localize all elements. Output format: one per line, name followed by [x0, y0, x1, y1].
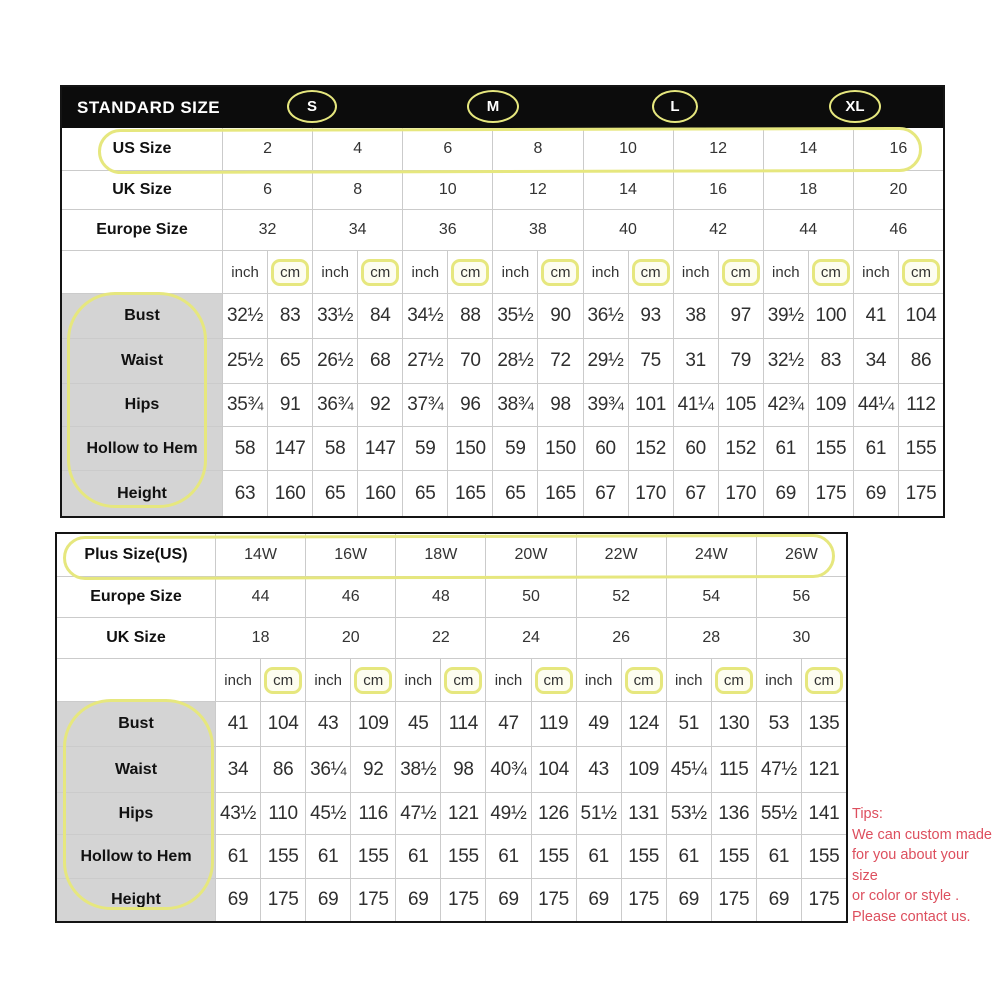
- measure-value-cell: 97: [718, 294, 763, 338]
- measure-value-cell: 44¼: [853, 384, 898, 426]
- measure-value-cell: 69: [853, 471, 898, 516]
- size-value-cell: 46: [853, 210, 943, 250]
- measure-value-cell: 69: [666, 879, 711, 921]
- cm-unit-cell: [350, 659, 395, 701]
- measure-value-cell: 51½: [576, 793, 621, 834]
- measure-value-cell: 86: [260, 747, 305, 792]
- cm-highlight-box: cm: [805, 667, 843, 694]
- size-row-label: US Size: [112, 140, 172, 157]
- measure-value-cell: 131: [621, 793, 666, 834]
- measure-value-cell: 105: [718, 384, 763, 426]
- measure-value-cell: 109: [621, 747, 666, 792]
- inch-unit-label: inch: [222, 251, 267, 293]
- measure-value-cell: 67: [583, 471, 628, 516]
- measure-row-label: Hollow to Hem: [62, 427, 222, 470]
- measure-value-cell: 63: [222, 471, 267, 516]
- cm-highlight-box: cm: [451, 259, 489, 286]
- size-value-cell: 20: [853, 171, 943, 209]
- inch-unit-label: inch: [485, 659, 530, 701]
- size-value-cell: 18: [215, 618, 305, 658]
- size-value-cell: 34: [312, 210, 402, 250]
- measure-value-cell: 45: [395, 702, 440, 746]
- measure-value-cell: 152: [718, 427, 763, 470]
- measure-row-label: Hollow to Hem: [57, 835, 215, 878]
- size-value-cell: 12: [673, 128, 763, 170]
- measure-value-cell: 68: [357, 339, 402, 383]
- inch-unit-label: inch: [666, 659, 711, 701]
- size-value-cell: 26: [576, 618, 666, 658]
- measure-value-cell: 175: [801, 879, 846, 921]
- size-row-label: UK Size: [112, 181, 172, 198]
- measure-value-cell: 130: [711, 702, 756, 746]
- measure-value-cell: 84: [357, 294, 402, 338]
- size-row: [62, 128, 943, 170]
- size-row-label: Europe Size: [90, 588, 182, 605]
- inch-unit-label: inch: [756, 659, 801, 701]
- measure-value-cell: 170: [718, 471, 763, 516]
- measure-row-label: Waist: [62, 339, 222, 383]
- measure-value-cell: 69: [576, 879, 621, 921]
- measure-value-cell: 88: [447, 294, 492, 338]
- measure-value-cell: 116: [350, 793, 395, 834]
- measure-row: [57, 792, 846, 834]
- measure-value-cell: 175: [621, 879, 666, 921]
- measure-value-cell: 35¾: [222, 384, 267, 426]
- measure-value-cell: 155: [801, 835, 846, 878]
- cm-unit-cell: [440, 659, 485, 701]
- size-value-cell: 6: [222, 171, 312, 209]
- measure-value-cell: 61: [756, 835, 801, 878]
- measure-value-cell: 155: [440, 835, 485, 878]
- measure-value-cell: 61: [763, 427, 808, 470]
- measure-value-cell: 83: [808, 339, 853, 383]
- size-value-cell: 14: [763, 128, 853, 170]
- cm-highlight-box: cm: [722, 259, 760, 286]
- size-group-m-label: M: [486, 98, 500, 115]
- size-group-l-highlight-oval: [652, 90, 698, 123]
- cm-unit-cell: [260, 659, 305, 701]
- size-value-cell: 22: [395, 618, 485, 658]
- measure-value-cell: 59: [492, 427, 537, 470]
- size-value-cell: 24W: [666, 534, 756, 576]
- measure-row: [62, 383, 943, 426]
- measure-row: [57, 834, 846, 878]
- measure-value-cell: 75: [628, 339, 673, 383]
- measure-value-cell: 150: [537, 427, 582, 470]
- measure-value-cell: 152: [628, 427, 673, 470]
- measure-value-cell: 43: [305, 702, 350, 746]
- measure-row-label: Bust: [62, 294, 222, 338]
- size-value-cell: 14W: [215, 534, 305, 576]
- cm-highlight-box: cm: [812, 259, 850, 286]
- measure-value-cell: 34½: [402, 294, 447, 338]
- size-row: [57, 576, 846, 617]
- measure-value-cell: 47½: [756, 747, 801, 792]
- measure-value-cell: 70: [447, 339, 492, 383]
- size-value-cell: 10: [583, 128, 673, 170]
- size-value-cell: 32: [222, 210, 312, 250]
- measure-value-cell: 101: [628, 384, 673, 426]
- measure-row: [62, 470, 943, 516]
- cm-highlight-box: cm: [632, 259, 670, 286]
- measure-row: [62, 426, 943, 470]
- measure-value-cell: 67: [673, 471, 718, 516]
- size-row-label: UK Size: [106, 629, 166, 646]
- standard-size-title: STANDARD SIZE: [77, 97, 221, 117]
- measure-value-cell: 61: [853, 427, 898, 470]
- inch-unit-label: inch: [395, 659, 440, 701]
- size-value-cell: 4: [312, 128, 402, 170]
- size-group-s-highlight-oval: [287, 90, 337, 123]
- measure-value-cell: 69: [763, 471, 808, 516]
- measure-value-cell: 38: [673, 294, 718, 338]
- measure-value-cell: 79: [718, 339, 763, 383]
- cm-highlight-box: cm: [264, 667, 302, 694]
- measure-value-cell: 104: [260, 702, 305, 746]
- measure-value-cell: 60: [583, 427, 628, 470]
- size-value-cell: 42: [673, 210, 763, 250]
- measure-value-cell: 160: [267, 471, 312, 516]
- measure-value-cell: 45½: [305, 793, 350, 834]
- cm-highlight-box: cm: [902, 259, 940, 286]
- measure-value-cell: 69: [395, 879, 440, 921]
- unit-row-empty-label: [62, 251, 222, 293]
- measure-value-cell: 53: [756, 702, 801, 746]
- measure-value-cell: 69: [756, 879, 801, 921]
- size-value-cell: 16: [673, 171, 763, 209]
- cm-highlight-box: cm: [541, 259, 579, 286]
- measure-value-cell: 49½: [485, 793, 530, 834]
- measure-value-cell: 69: [215, 879, 260, 921]
- cm-unit-cell: [531, 659, 576, 701]
- size-value-cell: 24: [485, 618, 575, 658]
- measure-value-cell: 65: [492, 471, 537, 516]
- measure-value-cell: 114: [440, 702, 485, 746]
- size-value-cell: 56: [756, 577, 846, 617]
- measure-value-cell: 65: [267, 339, 312, 383]
- inch-unit-label: inch: [576, 659, 621, 701]
- inch-unit-label: inch: [305, 659, 350, 701]
- size-value-cell: 16W: [305, 534, 395, 576]
- measure-value-cell: 104: [531, 747, 576, 792]
- measure-value-cell: 150: [447, 427, 492, 470]
- size-value-cell: 54: [666, 577, 756, 617]
- measure-value-cell: 59: [402, 427, 447, 470]
- tips-line-1: We can custom made: [852, 826, 992, 843]
- cm-highlight-box: cm: [354, 667, 392, 694]
- measure-value-cell: 92: [357, 384, 402, 426]
- size-value-cell: 26W: [756, 534, 846, 576]
- measure-value-cell: 83: [267, 294, 312, 338]
- measure-value-cell: 61: [395, 835, 440, 878]
- cm-unit-cell: [267, 251, 312, 293]
- measure-value-cell: 93: [628, 294, 673, 338]
- cm-highlight-box: cm: [535, 667, 573, 694]
- plus-table-grid: [57, 534, 846, 921]
- cm-highlight-box: cm: [625, 667, 663, 694]
- size-value-cell: 52: [576, 577, 666, 617]
- measure-row-label: Height: [62, 471, 222, 516]
- size-value-cell: 20W: [485, 534, 575, 576]
- measure-value-cell: 155: [621, 835, 666, 878]
- measure-value-cell: 109: [350, 702, 395, 746]
- measure-value-cell: 43: [576, 747, 621, 792]
- tips-note: [852, 804, 998, 927]
- size-value-cell: 8: [312, 171, 402, 209]
- measure-value-cell: 90: [537, 294, 582, 338]
- measure-value-cell: 121: [801, 747, 846, 792]
- measure-value-cell: 69: [305, 879, 350, 921]
- measure-value-cell: 61: [305, 835, 350, 878]
- measure-value-cell: 43½: [215, 793, 260, 834]
- size-row-label: Plus Size(US): [84, 546, 188, 563]
- cm-unit-cell: [718, 251, 763, 293]
- size-row: [62, 170, 943, 209]
- measure-value-cell: 96: [447, 384, 492, 426]
- inch-unit-label: inch: [853, 251, 898, 293]
- size-value-cell: 12: [492, 171, 582, 209]
- size-group-l-label: L: [670, 98, 680, 115]
- size-value-cell: 18: [763, 171, 853, 209]
- size-group-m-highlight-oval: [467, 90, 519, 123]
- measure-row: [57, 746, 846, 792]
- size-value-cell: 36: [402, 210, 492, 250]
- plus-size-table: [55, 532, 848, 923]
- inch-unit-label: inch: [312, 251, 357, 293]
- measure-value-cell: 42¾: [763, 384, 808, 426]
- measure-value-cell: 36¾: [312, 384, 357, 426]
- measure-value-cell: 38¾: [492, 384, 537, 426]
- measure-value-cell: 175: [808, 471, 853, 516]
- standard-table-grid: [62, 128, 943, 516]
- measure-value-cell: 147: [357, 427, 402, 470]
- measure-value-cell: 165: [537, 471, 582, 516]
- measure-value-cell: 175: [898, 471, 943, 516]
- size-value-cell: 44: [763, 210, 853, 250]
- measure-value-cell: 112: [898, 384, 943, 426]
- measure-value-cell: 86: [898, 339, 943, 383]
- measure-value-cell: 155: [898, 427, 943, 470]
- cm-highlight-box: cm: [715, 667, 753, 694]
- measure-value-cell: 58: [222, 427, 267, 470]
- size-value-cell: 10: [402, 171, 492, 209]
- measure-value-cell: 175: [711, 879, 756, 921]
- inch-unit-label: inch: [763, 251, 808, 293]
- measure-value-cell: 126: [531, 793, 576, 834]
- measure-value-cell: 38½: [395, 747, 440, 792]
- measure-value-cell: 155: [711, 835, 756, 878]
- measure-value-cell: 91: [267, 384, 312, 426]
- measure-value-cell: 61: [485, 835, 530, 878]
- measure-value-cell: 160: [357, 471, 402, 516]
- measure-value-cell: 29½: [583, 339, 628, 383]
- measure-value-cell: 37¾: [402, 384, 447, 426]
- inch-unit-label: inch: [492, 251, 537, 293]
- measure-value-cell: 65: [312, 471, 357, 516]
- size-value-cell: 50: [485, 577, 575, 617]
- size-row: [62, 209, 943, 250]
- size-value-cell: 8: [492, 128, 582, 170]
- unit-row: [57, 658, 846, 701]
- measure-value-cell: 92: [350, 747, 395, 792]
- measure-value-cell: 31: [673, 339, 718, 383]
- inch-unit-label: inch: [215, 659, 260, 701]
- measure-value-cell: 61: [576, 835, 621, 878]
- measure-row-label: Height: [57, 879, 215, 921]
- unit-row-empty-label: [57, 659, 215, 701]
- measure-value-cell: 47: [485, 702, 530, 746]
- measure-value-cell: 170: [628, 471, 673, 516]
- measure-value-cell: 49: [576, 702, 621, 746]
- measure-value-cell: 155: [350, 835, 395, 878]
- measure-value-cell: 135: [801, 702, 846, 746]
- measure-value-cell: 32½: [222, 294, 267, 338]
- size-value-cell: 16: [853, 128, 943, 170]
- measure-value-cell: 58: [312, 427, 357, 470]
- inch-unit-label: inch: [583, 251, 628, 293]
- inch-unit-label: inch: [402, 251, 447, 293]
- inch-unit-label: inch: [673, 251, 718, 293]
- measure-value-cell: 147: [267, 427, 312, 470]
- measure-value-cell: 55½: [756, 793, 801, 834]
- measure-value-cell: 45¼: [666, 747, 711, 792]
- measure-value-cell: 165: [447, 471, 492, 516]
- cm-unit-cell: [628, 251, 673, 293]
- measure-value-cell: 100: [808, 294, 853, 338]
- size-value-cell: 18W: [395, 534, 485, 576]
- measure-value-cell: 34: [853, 339, 898, 383]
- measure-value-cell: 104: [898, 294, 943, 338]
- measure-value-cell: 69: [485, 879, 530, 921]
- measure-value-cell: 40¾: [485, 747, 530, 792]
- cm-highlight-box: cm: [361, 259, 399, 286]
- measure-row: [57, 701, 846, 746]
- measure-row-label: Hips: [62, 384, 222, 426]
- measure-value-cell: 175: [440, 879, 485, 921]
- measure-value-cell: 72: [537, 339, 582, 383]
- unit-row: [62, 250, 943, 293]
- measure-value-cell: 36½: [583, 294, 628, 338]
- measure-row: [62, 293, 943, 338]
- measure-value-cell: 155: [531, 835, 576, 878]
- size-value-cell: 48: [395, 577, 485, 617]
- measure-value-cell: 35½: [492, 294, 537, 338]
- size-group-xl-highlight-oval: [829, 90, 881, 123]
- measure-value-cell: 32½: [763, 339, 808, 383]
- size-value-cell: 22W: [576, 534, 666, 576]
- measure-value-cell: 51: [666, 702, 711, 746]
- measure-value-cell: 175: [350, 879, 395, 921]
- cm-unit-cell: [537, 251, 582, 293]
- measure-value-cell: 141: [801, 793, 846, 834]
- size-value-cell: 38: [492, 210, 582, 250]
- measure-value-cell: 41¼: [673, 384, 718, 426]
- measure-value-cell: 155: [260, 835, 305, 878]
- size-group-s-label: S: [306, 98, 317, 115]
- size-value-cell: 2: [222, 128, 312, 170]
- measure-value-cell: 121: [440, 793, 485, 834]
- cm-unit-cell: [621, 659, 666, 701]
- measure-value-cell: 41: [853, 294, 898, 338]
- measure-value-cell: 36¼: [305, 747, 350, 792]
- measure-value-cell: 98: [440, 747, 485, 792]
- cm-unit-cell: [357, 251, 402, 293]
- measure-value-cell: 53½: [666, 793, 711, 834]
- cm-unit-cell: [711, 659, 756, 701]
- measure-value-cell: 28½: [492, 339, 537, 383]
- measure-value-cell: 27½: [402, 339, 447, 383]
- size-group-xl-label: XL: [845, 98, 865, 115]
- standard-size-table: [60, 85, 945, 518]
- measure-row-label: Bust: [57, 702, 215, 746]
- measure-value-cell: 136: [711, 793, 756, 834]
- measure-value-cell: 60: [673, 427, 718, 470]
- tips-line-3: or color or style .: [852, 888, 960, 904]
- size-value-cell: 28: [666, 618, 756, 658]
- size-row: [57, 534, 846, 576]
- measure-value-cell: 39½: [763, 294, 808, 338]
- measure-value-cell: 33½: [312, 294, 357, 338]
- size-value-cell: 14: [583, 171, 673, 209]
- measure-value-cell: 175: [531, 879, 576, 921]
- measure-row-label: Waist: [57, 747, 215, 792]
- measure-row: [62, 338, 943, 383]
- measure-value-cell: 175: [260, 879, 305, 921]
- measure-value-cell: 65: [402, 471, 447, 516]
- measure-value-cell: 119: [531, 702, 576, 746]
- size-value-cell: 20: [305, 618, 395, 658]
- measure-value-cell: 25½: [222, 339, 267, 383]
- measure-value-cell: 109: [808, 384, 853, 426]
- size-value-cell: 44: [215, 577, 305, 617]
- size-value-cell: 40: [583, 210, 673, 250]
- tips-line-4: Please contact us.: [852, 908, 971, 925]
- size-row-label: Europe Size: [96, 221, 188, 238]
- cm-unit-cell: [801, 659, 846, 701]
- tips-line-2: for you about your size: [852, 847, 969, 884]
- measure-value-cell: 110: [260, 793, 305, 834]
- size-row: [57, 617, 846, 658]
- measure-value-cell: 98: [537, 384, 582, 426]
- measure-value-cell: 41: [215, 702, 260, 746]
- cm-highlight-box: cm: [444, 667, 482, 694]
- cm-unit-cell: [808, 251, 853, 293]
- measure-value-cell: 155: [808, 427, 853, 470]
- measure-value-cell: 115: [711, 747, 756, 792]
- standard-table-header: [62, 87, 943, 128]
- size-value-cell: 46: [305, 577, 395, 617]
- measure-value-cell: 26½: [312, 339, 357, 383]
- cm-unit-cell: [447, 251, 492, 293]
- measure-row: [57, 878, 846, 921]
- measure-value-cell: 39¾: [583, 384, 628, 426]
- size-value-cell: 30: [756, 618, 846, 658]
- measure-row-label: Hips: [57, 793, 215, 834]
- measure-value-cell: 47½: [395, 793, 440, 834]
- cm-unit-cell: [898, 251, 943, 293]
- tips-heading: Tips:: [852, 806, 883, 822]
- measure-value-cell: 34: [215, 747, 260, 792]
- measure-value-cell: 61: [666, 835, 711, 878]
- cm-highlight-box: cm: [271, 259, 309, 286]
- measure-value-cell: 61: [215, 835, 260, 878]
- measure-value-cell: 124: [621, 702, 666, 746]
- size-value-cell: 6: [402, 128, 492, 170]
